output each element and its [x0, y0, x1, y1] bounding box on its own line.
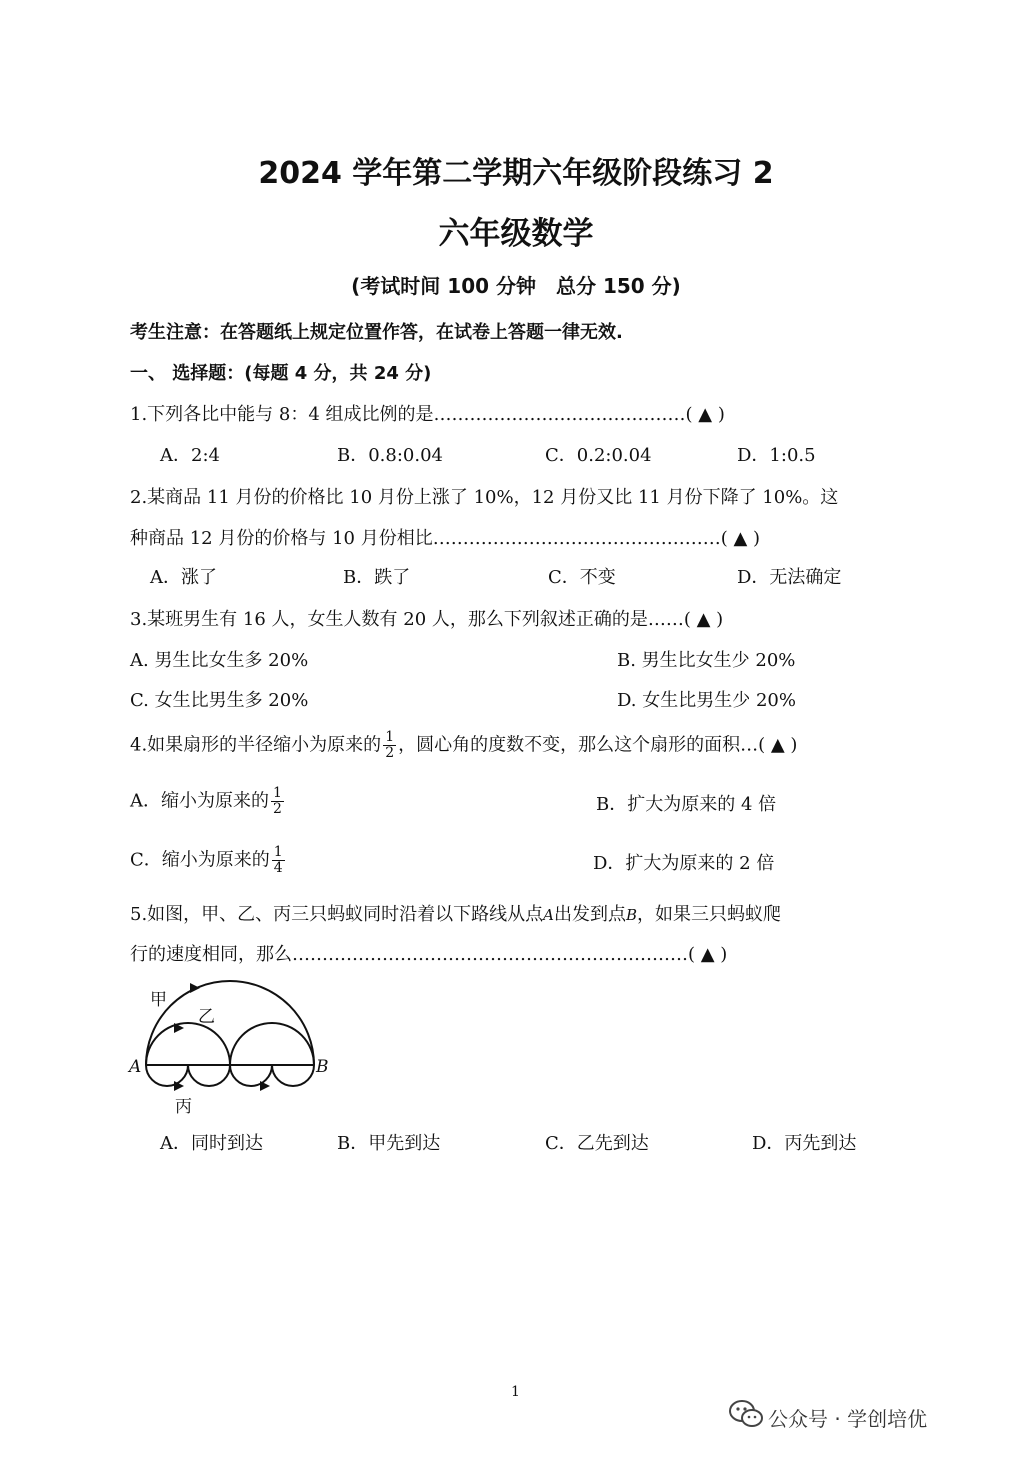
stem-text: 5.如图，甲、乙、丙三只蚂蚁同时沿着以下路线从点: [130, 904, 544, 925]
subject-title: 六年级数学: [438, 216, 594, 252]
fraction-denominator: 2: [385, 745, 395, 761]
question-4-option-a: [130, 786, 286, 817]
question-5-option-d: D．丙先到达: [752, 1133, 857, 1154]
path-bing-4: [272, 1065, 314, 1086]
fraction-numerator: 1: [385, 729, 395, 745]
label-point-b: B: [316, 1057, 329, 1077]
question-4-stem-post: ，圆心角的度数不变，那么这个扇形的面积…( ▲ ): [398, 734, 798, 756]
fraction-numerator: 1: [273, 844, 283, 860]
question-3-option-d: D. 女生比男生少 20%: [617, 690, 796, 711]
point-b-label: B: [626, 906, 638, 924]
question-4-stem-pre: 4.如果扇形的半径缩小为原来的: [130, 734, 382, 756]
fraction-denominator: 2: [273, 801, 282, 817]
fraction-one-quarter: [272, 845, 285, 876]
stem-text: ，如果三只蚂蚁爬: [637, 904, 782, 925]
label-point-a: A: [129, 1057, 142, 1077]
exam-info: (考试时间 100 分钟 总分 150 分): [351, 274, 681, 298]
question-5-option-a: A．同时到达: [160, 1133, 263, 1154]
path-bing-2: [188, 1065, 230, 1086]
question-1-option-c: C．0.2:0.04: [545, 445, 652, 466]
question-1-option-b: B．0.8:0.04: [337, 445, 443, 466]
question-2-option-b: B．跌了: [343, 567, 411, 588]
question-2-option-a: A．涨了: [150, 567, 217, 588]
question-2-stem-line2: 种商品 12 月份的价格与 10 月份相比…………………………………………( ▲ ): [130, 528, 761, 549]
label-bing: 丙: [175, 1097, 192, 1115]
fraction-denominator: 4: [273, 860, 283, 876]
question-2-option-d: D．无法确定: [737, 567, 842, 588]
path-bing-3: [230, 1065, 272, 1086]
path-yi-1: [146, 1023, 230, 1065]
question-4-option-d: D．扩大为原来的 2 倍: [593, 853, 775, 874]
option-text: A．缩小为原来的: [130, 790, 269, 812]
exam-notice: 考生注意：在答题纸上规定位置作答，在试卷上答题一律无效.: [130, 322, 623, 343]
fraction-one-half: [383, 730, 396, 761]
question-4-option-b: B．扩大为原来的 4 倍: [596, 794, 777, 815]
ant-path-diagram: [120, 980, 340, 1115]
question-3-option-a: A. 男生比女生多 20%: [130, 650, 309, 671]
question-1-option-d: D．1:0.5: [737, 445, 816, 466]
label-yi: 乙: [198, 1007, 215, 1027]
question-5-stem-line1: [130, 900, 781, 926]
question-1-option-a: A．2:4: [160, 445, 220, 466]
point-a-label: A: [543, 906, 555, 924]
wechat-icon: [729, 1399, 763, 1429]
question-2-option-c: C．不变: [548, 567, 616, 588]
question-3-option-b: B. 男生比女生少 20%: [617, 650, 796, 671]
path-bing-1: [146, 1065, 188, 1086]
path-yi-2: [230, 1023, 314, 1065]
question-1-stem: 1.下列各比中能与 8：4 组成比例的是……………………………………( ▲ ): [130, 404, 725, 425]
section-heading: 一、 选择题：(每题 4 分，共 24 分): [130, 363, 432, 384]
page-title: 2024 学年第二学期六年级阶段练习 2: [258, 156, 774, 191]
option-text: C．缩小为原来的: [130, 849, 270, 871]
stem-text: 出发到点: [554, 904, 627, 925]
question-3-stem: 3.某班男生有 16 人，女生人数有 20 人，那么下列叙述正确的是……( ▲ ): [130, 609, 724, 630]
arrow-bing-2: [260, 1081, 270, 1091]
fraction-numerator: 1: [273, 785, 282, 801]
path-jia: [146, 981, 314, 1065]
watermark-text: 公众号 · 学创培优: [768, 1407, 928, 1431]
question-5-option-b: B．甲先到达: [337, 1133, 441, 1154]
question-4-stem: [130, 730, 797, 761]
question-5-stem-line2: 行的速度相同，那么…………………………………………………………( ▲ ): [130, 944, 728, 965]
fraction-one-half: [271, 786, 284, 817]
question-5-option-c: C．乙先到达: [545, 1133, 649, 1154]
question-4-option-c: [130, 845, 287, 876]
label-jia: 甲: [150, 990, 167, 1010]
page-number: 1: [511, 1384, 520, 1400]
question-2-stem-line1: 2.某商品 11 月份的价格比 10 月份上涨了 10%，12 月份又比 11 月份下降了 10%。这: [130, 487, 839, 508]
question-3-option-c: C. 女生比男生多 20%: [130, 690, 309, 711]
arrow-jia: [190, 983, 200, 993]
